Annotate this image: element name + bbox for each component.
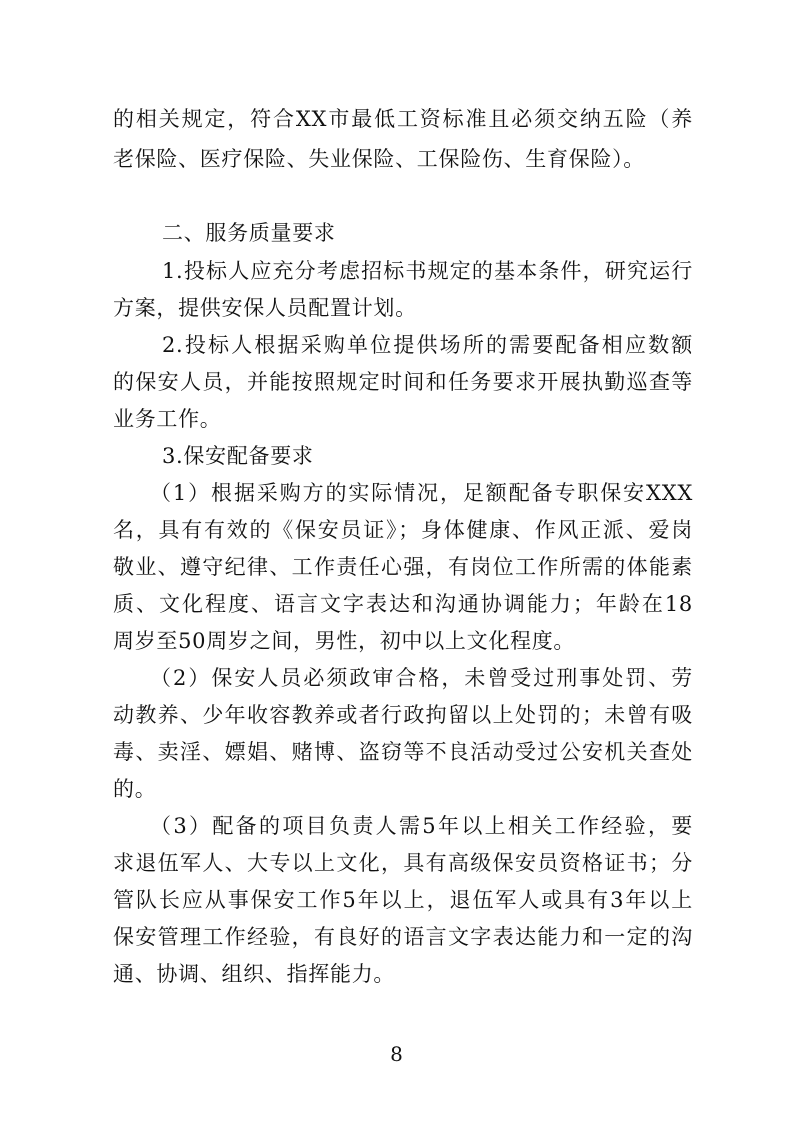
paragraph-line: 的相关规定，符合XX市最低工资标准且必须交纳五险（养 [113, 107, 693, 131]
paragraph-line: （1）根据采购方的实际情况，足额配备专职保安XXX [150, 481, 693, 505]
paragraph-line: 保安管理工作经验，有良好的语言文字表达能力和一定的沟 [113, 925, 693, 949]
subsection-heading: 3.保安配备要求 [162, 444, 314, 468]
paragraph-line: 周岁至50周岁之间，男性，初中以上文化程度。 [113, 629, 576, 653]
paragraph-line: 毒、卖淫、嫖娼、赌博、盗窃等不良活动受过公安机关查处 [113, 740, 693, 764]
paragraph-line: 业务工作。 [113, 407, 222, 431]
paragraph-line: 方案，提供安保人员配置计划。 [113, 296, 417, 320]
paragraph-line: 敬业、遵守纪律、工作责任心强，有岗位工作所需的体能素 [113, 555, 693, 579]
paragraph-line: 1.投标人应充分考虑招标书规定的基本条件，研究运行 [162, 259, 693, 283]
paragraph-line: （3）配备的项目负责人需5年以上相关工作经验，要 [150, 814, 693, 838]
paragraph-line: 的。 [113, 777, 157, 801]
paragraph-line: 的保安人员，并能按照规定时间和任务要求开展执勤巡查等 [113, 370, 693, 394]
paragraph-line: 2.投标人根据采购单位提供场所的需要配备相应数额 [162, 333, 693, 357]
paragraph-line: （2）保安人员必须政审合格，未曾受过刑事处罚、劳 [150, 666, 693, 690]
paragraph-line: 通、协调、组织、指挥能力。 [113, 962, 396, 986]
paragraph-line: 老保险、医疗保险、失业保险、工保险伤、生育保险）。 [113, 147, 645, 171]
page-number: 8 [390, 1042, 403, 1066]
paragraph-line: 求退伍军人、大专以上文化，具有高级保安员资格证书；分 [113, 851, 693, 875]
paragraph-line: 名，具有有效的《保安员证》；身体健康、作风正派、爱岗 [113, 518, 693, 542]
paragraph-line: 动教养、少年收容教养或者行政拘留以上处罚的；未曾有吸 [113, 703, 693, 727]
paragraph-line: 质、文化程度、语言文字表达和沟通协调能力；年龄在18 [113, 592, 693, 616]
paragraph-line: 管队长应从事保安工作5年以上，退伍军人或具有3年以上 [113, 888, 693, 912]
section-heading: 二、服务质量要求 [162, 221, 336, 245]
